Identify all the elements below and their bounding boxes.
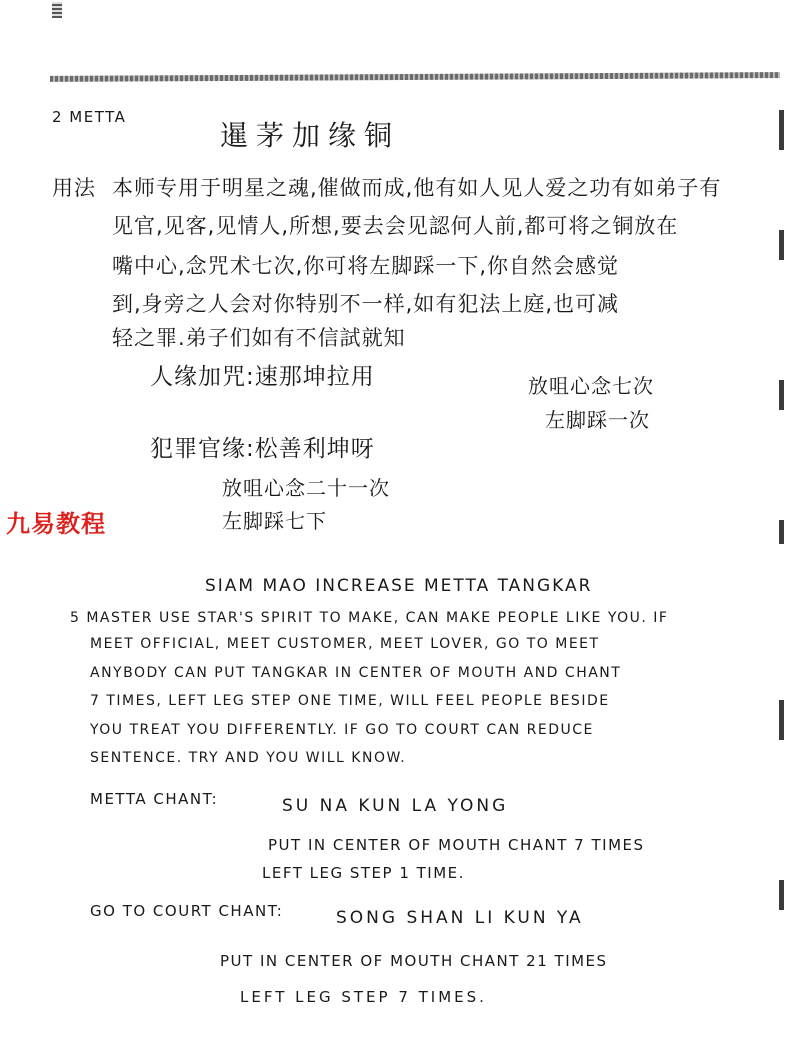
en-metta-note-2: LEFT LEG STEP 1 TIME. [262, 864, 465, 882]
cn-metta-note-1: 放咀心念七次 [528, 374, 654, 398]
scan-edge-mark [779, 230, 784, 260]
cn-title: 暹茅加缘铜 [220, 119, 401, 152]
en-title: SIAM MAO INCREASE METTA TANGKAR [205, 576, 593, 596]
cn-court-note-1: 放咀心念二十一次 [222, 476, 390, 500]
scan-edge-mark [779, 110, 784, 150]
en-line-5: YOU TREAT YOU DIFFERENTLY. IF GO TO COURT CAN REDUCE [90, 722, 594, 738]
en-line-4: 7 TIMES, LEFT LEG STEP ONE TIME, WILL FEEL PEOPLE BESIDE [90, 693, 610, 709]
cn-court-note-2: 左脚踩七下 [222, 509, 327, 533]
scan-artifact [52, 2, 62, 18]
cn-line-5: 轻之罪.弟子们如有不信試就知 [112, 326, 406, 350]
en-court-note-1: PUT IN CENTER OF MOUTH CHANT 21 TIMES [220, 952, 608, 970]
scan-edge-mark [779, 380, 784, 410]
en-line-6: SENTENCE. TRY AND YOU WILL KNOW. [90, 750, 407, 766]
scan-edge-mark [779, 700, 784, 740]
cn-metta-note-2: 左脚踩一次 [545, 408, 650, 432]
en-line-1: 5 MASTER USE STAR'S SPIRIT TO MAKE, CAN MAKE PEOPLE LIKE YOU. IF [70, 610, 669, 626]
scan-edge-mark [779, 880, 784, 910]
en-metta-chant-words: SU NA KUN LA YONG [282, 796, 509, 816]
cn-metta-chant: 人缘加咒:速那坤拉用 [150, 364, 375, 390]
en-line-3: ANYBODY CAN PUT TANGKAR IN CENTER OF MOUTH AND CHANT [90, 665, 622, 681]
en-court-chant-label: GO TO COURT CHANT: [90, 902, 284, 920]
header-rule [50, 72, 780, 82]
scan-edge-mark [779, 520, 784, 544]
cn-court-chant: 犯罪官缘:松善利坤呀 [150, 436, 375, 462]
watermark-text: 九易教程 [6, 510, 106, 538]
en-court-note-2: LEFT LEG STEP 7 TIMES. [240, 988, 487, 1006]
cn-line-2: 见官,见客,见情人,所想,要去会见認何人前,都可将之铜放在 [112, 214, 679, 238]
en-line-2: MEET OFFICIAL, MEET CUSTOMER, MEET LOVER, GO TO MEET [90, 636, 600, 652]
section-number-title: 2 METTA [52, 108, 127, 126]
cn-line-3: 嘴中心,念咒术七次,你可将左脚踩一下,你自然会感觉 [112, 254, 620, 278]
method-label: 用法 [52, 176, 96, 200]
en-court-chant-words: SONG SHAN LI KUN YA [336, 908, 584, 928]
cn-line-1: 本师专用于明星之魂,催做而成,他有如人见人爱之功有如弟子有 [112, 176, 722, 200]
en-metta-note-1: PUT IN CENTER OF MOUTH CHANT 7 TIMES [268, 836, 645, 854]
cn-line-4: 到,身旁之人会对你特别不一样,如有犯法上庭,也可减 [112, 292, 620, 316]
en-metta-chant-label: METTA CHANT: [90, 790, 219, 808]
